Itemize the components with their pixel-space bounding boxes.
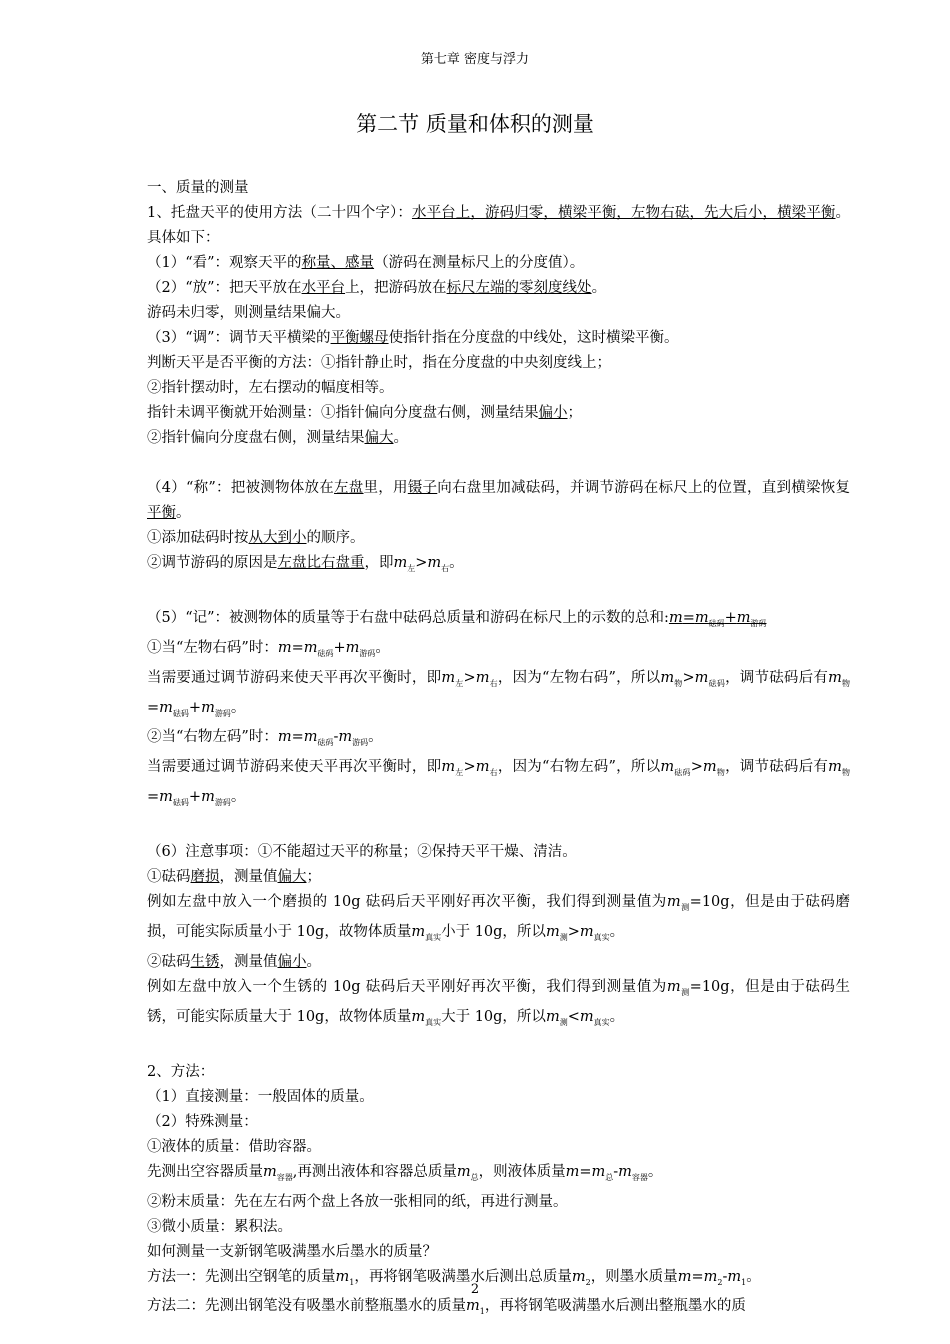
record-formula: $m=m_{砝码}+m_{游码}$ (668, 609, 767, 628)
pen-method-1: 方法一：先测出空钢笔的质量$m_1$，再将钢笔吸满墨水后测出总质量$m_2$，则墨水质量$m=m_2-m_1$。 (147, 1268, 761, 1287)
pointer-note-1: 指针未调平衡就开始测量：①指针偏向分度盘右侧，测量结果偏小； (147, 405, 582, 421)
heading-mass-measurement: 一、质量的测量 (147, 180, 249, 196)
rusty-weights-example: 例如左盘中放入一个生锈的 10g 砝码后天平刚好再次平衡，我们得到测量值为$m_测=10g$，但是由于砝码生锈，可能实际质量大于 10g，故物体质量$m_{真实}$大于 10g，所以$m_测<m_{真实}$。 (147, 978, 850, 1027)
step-place: （2）“放”：把天平放在水平台上，把游码放在标尺左端的零刻度线处。 (147, 280, 607, 296)
page-number: 2 (470, 1282, 480, 1297)
document-body (115, 176, 850, 1324)
page-header: 第七章 密度与浮力 (420, 52, 530, 67)
heading-methods: 2、方法： (147, 1063, 215, 1080)
underlined-rule: 水平台上，游码归零，横梁平衡，左物右砝，先大后小，横梁平衡 (411, 205, 836, 221)
right-object-left-weights: ②当“右物左码”时：$m=m_{砝码}-m_{游码}$。 (147, 729, 383, 748)
precautions: （6）注意事项：①不能超过天平的称量；②保持天平干燥、清洁。 (147, 844, 577, 861)
balance-check-method-2: ②指针摆动时，左右摆动的幅度相等。 (147, 380, 394, 396)
paragraph-balance-usage: 1、托盘天平的使用方法（二十四个字）：水平台上，游码归零，横梁平衡，左物右砝，先大后小，横梁平衡。具体如下： (147, 205, 850, 246)
rusty-weights: ②砝码生锈，测量值偏小。 (147, 953, 321, 970)
step-look: （1）“看”：观察天平的称量、感量（游码在测量标尺上的分度值）。 (147, 255, 585, 271)
note-rider-not-zeroed: 游码未归零，则测量结果偏大。 (147, 305, 350, 321)
step-weigh: （4）“称”：把被测物体放在左盘里，用镊子向右盘里加减砝码，并调节游码在标尺上的位置，直到横梁恢复平衡。 (147, 480, 851, 521)
direct-measurement: （1）直接测量：一般固体的质量。 (147, 1088, 374, 1105)
explanation-left-object: 当需要通过调节游码来使天平再次平衡时，即$m_左>m_右$，因为“左物右码”，所以$m_物>m_{砝码}$，调节砝码后有$m_物=m_{砝码}+m_{游码}$。 (147, 669, 851, 718)
weights-order: ①添加砝码时按从大到小的顺序。 (147, 530, 365, 546)
explanation-right-object: 当需要通过调节游码来使天平再次平衡时，即$m_左>m_右$，因为“右物左码”，所以$m_{砝码}>m_物$，调节砝码后有$m_物=m_{砝码}+m_{游码}$。 (147, 759, 851, 808)
balance-check-method: 判断天平是否平衡的方法：①指针静止时，指在分度盘的中央刻度线上； (147, 355, 611, 371)
pointer-note-2: ②指针偏向分度盘右侧，测量结果偏大。 (147, 430, 408, 446)
pen-method-2: 方法二：先测出钢笔没有吸墨水前整瓶墨水的质量$m_1$，再将钢笔吸满墨水后测出整瓶墨水的质 (147, 1298, 746, 1317)
pen-ink-question: 如何测量一支新钢笔吸满墨水后墨水的质量？ (147, 1243, 437, 1260)
special-measurement: （2）特殊测量： (147, 1113, 258, 1130)
liquid-mass-method: 先测出空容器质量$m_{容器}$,再测出液体和容器总质量$m_总$，则液体质量$m=m_总-m_{容器}$。 (147, 1163, 663, 1182)
step-record: （5）“记”：被测物体的质量等于右盘中砝码总质量和游码在标尺上的示数的总和$:m=m_{砝码}+m_{游码}$ (147, 609, 767, 628)
step-adjust: （3）“调”：调节天平横梁的平衡螺母使指针指在分度盘的中线处，这时横梁平衡。 (147, 330, 679, 346)
worn-weights: ①砝码磨损，测量值偏大； (147, 869, 321, 886)
liquid-mass: ①液体的质量：借助容器。 (147, 1138, 321, 1155)
worn-weights-example: 例如左盘中放入一个磨损的 10g 砝码后天平刚好再次平衡，我们得到测量值为$m_测=10g$，但是由于砝码磨损，可能实际质量小于 10g，故物体质量$m_{真实}$小于 10g，所以$m_测>m_{真实}$。 (147, 894, 850, 942)
tiny-mass: ③微小质量：累积法。 (147, 1218, 292, 1235)
powder-mass: ②粉末质量：先在左右两个盘上各放一张相同的纸，再进行测量。 (147, 1193, 568, 1210)
left-object-right-weights: ①当“左物右码”时：$m=m_{砝码}+m_{游码}$。 (147, 639, 390, 658)
section-title: 第二节 质量和体积的测量 (356, 112, 594, 136)
rider-reason: ②调节游码的原因是左盘比右盘重，即$m_左>m_右$。 (147, 555, 464, 573)
